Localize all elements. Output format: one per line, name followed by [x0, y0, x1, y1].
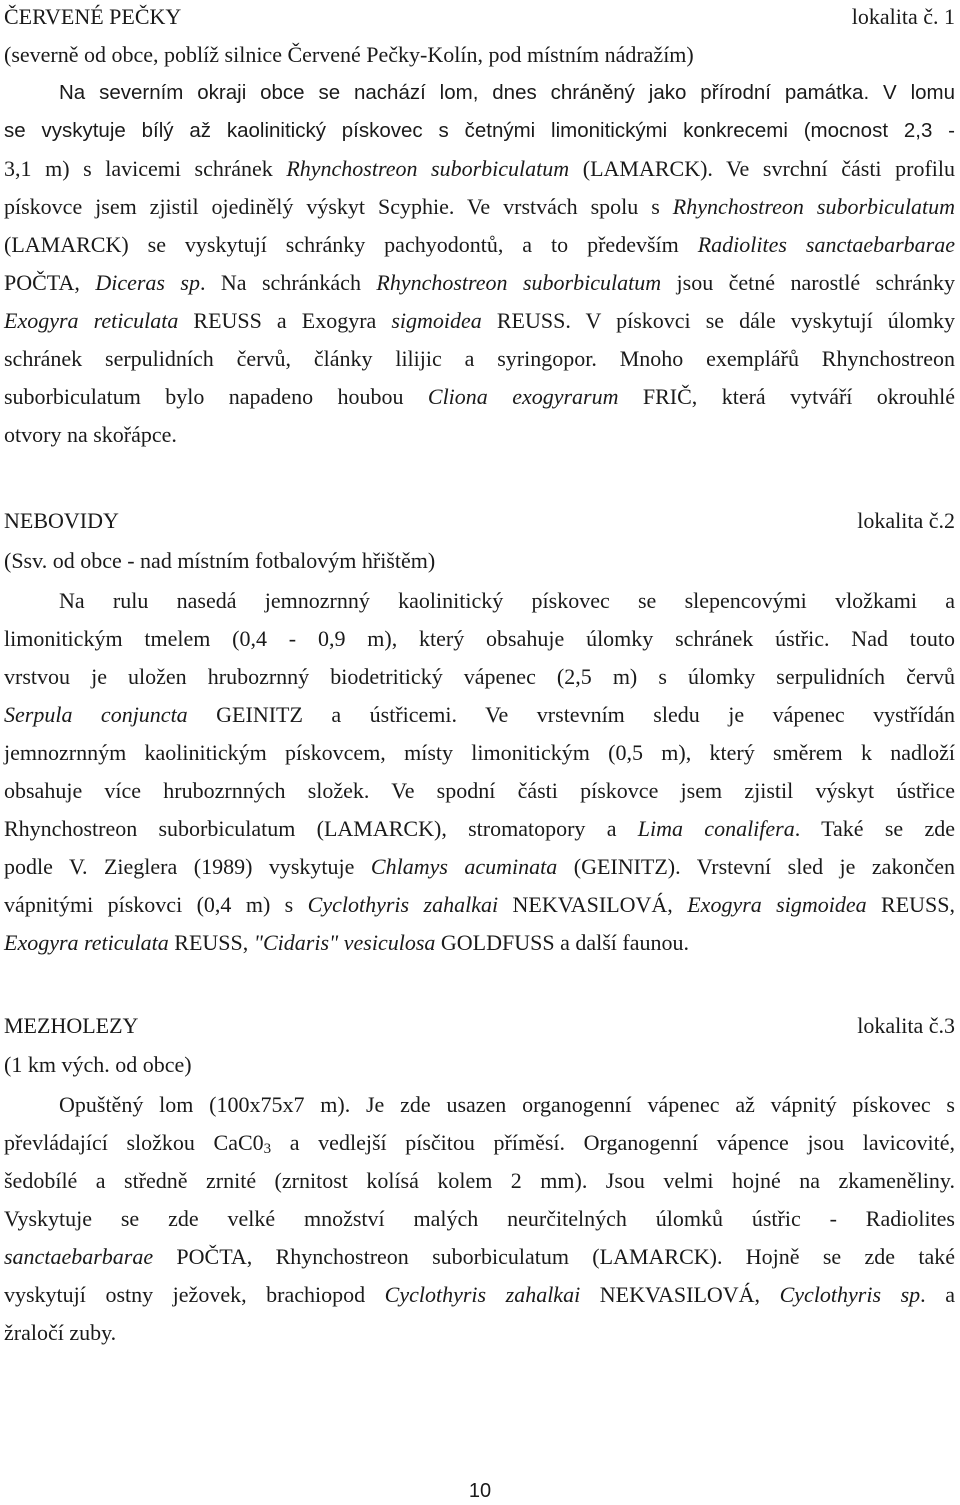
taxon-name: sanctaebarbarae — [4, 1244, 154, 1269]
taxon-name: Exogyra reticulata — [4, 308, 179, 333]
taxon-name: sigmoidea — [391, 308, 482, 333]
paragraph-line — [4, 1166, 955, 1196]
text-run: FRIČ, která vytváří okrouhlé — [618, 384, 955, 409]
text-run: REUSS, — [168, 930, 254, 955]
text-run: GEINITZ a ústřicemi. Ve vrstevním sledu je vápenec vystřídán — [187, 702, 955, 727]
text-run: podle V. Zieglera (1989) vyskytuje — [4, 854, 371, 879]
text-run: 3,1 m) s lavicemi schránek — [4, 156, 287, 181]
paragraph-line — [4, 738, 955, 768]
text-run: (LAMARCK) se vyskytují schránky pachyodontů, a to především — [4, 232, 698, 257]
taxon-name: Cyclothyris zahalkai — [384, 1282, 581, 1307]
text-run: převládající složkou CaC0 — [4, 1130, 264, 1155]
subscript: 3 — [263, 1141, 272, 1157]
taxon-name: Diceras sp — [95, 270, 200, 295]
paragraph-line — [4, 306, 955, 336]
paragraph-line — [4, 852, 955, 882]
text-run: pískovce jsem zjistil ojedinělý výskyt Scyphie. Ve vrstvách spolu s — [4, 194, 673, 219]
paragraph-line — [59, 586, 955, 616]
locality-label: lokalita č.3 — [857, 1013, 955, 1038]
section-subheading: (1 km vých. od obce) — [4, 1052, 192, 1077]
paragraph-line — [4, 928, 955, 958]
page-number: 10 — [468, 1480, 492, 1502]
paragraph-line — [59, 78, 955, 108]
section-heading: MEZHOLEZY — [4, 1013, 139, 1038]
text-run: (GEINITZ). Vrstevní sled je zakončen — [557, 854, 955, 879]
text-run: REUSS. V pískovci se dále vyskytují úlomky — [481, 308, 955, 333]
taxon-name: Exogyra sigmoidea — [687, 892, 867, 917]
text-run: schránek serpulidních červů, články lilijic a syringopor. Mnoho exemplářů Rhynchostreon — [4, 346, 955, 371]
taxon-name: Rhynchostreon suborbiculatum — [672, 194, 956, 219]
text-run: NEKVASILOVÁ, — [580, 1282, 780, 1307]
text-run: Rhynchostreon suborbiculatum (LAMARCK), stromatopory a — [4, 816, 638, 841]
locality-label: lokalita č. 1 — [851, 4, 955, 29]
paragraph-line — [4, 776, 955, 806]
paragraph-line — [4, 662, 955, 692]
text-run: NEKVASILOVÁ, — [498, 892, 688, 917]
paragraph-line — [4, 116, 955, 146]
text-run: limonitickým tmelem (0,4 - 0,9 m), který obsahuje úlomky schránek ústřic. Nad touto — [4, 626, 955, 651]
text-run: jsou četné narostlé schránky — [661, 270, 955, 295]
text-run: . Také se zde — [794, 816, 956, 841]
taxon-name: Serpula conjuncta — [4, 702, 188, 727]
text-run: . Na schránkách — [199, 270, 377, 295]
taxon-name: Cyclothyris sp — [779, 1282, 921, 1307]
text-run: REUSS a Exogyra — [178, 308, 392, 333]
paragraph-line — [4, 382, 955, 412]
text-run: Na severním okraji obce se nachází lom, dnes chráněný jako přírodní památka. V lomu — [59, 81, 955, 104]
taxon-name: Cyclothyris zahalkai — [307, 892, 499, 917]
section-subheading: (severně od obce, poblíž silnice Červené Pečky-Kolín, pod místním nádražím) — [4, 42, 694, 67]
text-run: jemnozrnným kaolinitickým pískovcem, místy limonitickým (0,5 m), který směrem k nadloží — [4, 740, 955, 765]
paragraph-line — [4, 420, 955, 450]
paragraph-line — [4, 268, 955, 298]
paragraph-line — [4, 1128, 955, 1158]
text-run: se vyskytuje bílý až kaolinitický pískovec s četnými limonitickými konkrecemi (mocnost 2,3 - — [4, 119, 955, 142]
taxon-name: Radiolites sanctaebarbarae — [697, 232, 955, 257]
text-run: POČTA, — [4, 270, 96, 295]
paragraph-line — [4, 1280, 955, 1310]
text-run: Opuštěný lom (100x75x7 m). Je zde usazen organogenní vápenec až vápnitý pískovec s — [59, 1092, 955, 1117]
paragraph-line — [59, 1090, 955, 1120]
taxon-name: Rhynchostreon suborbiculatum — [376, 270, 662, 295]
paragraph-line — [4, 154, 955, 184]
paragraph-line — [4, 814, 955, 844]
paragraph-line — [4, 890, 955, 920]
text-run: vápnitými pískovci (0,4 m) s — [4, 892, 308, 917]
section-heading: ČERVENÉ PEČKY — [4, 4, 182, 29]
text-run: GOLDFUSS a další faunou. — [435, 930, 689, 955]
paragraph-line — [4, 624, 955, 654]
section-heading-row — [4, 506, 955, 536]
section-subheading: (Ssv. od obce - nad místním fotbalovým hřištěm) — [4, 548, 436, 573]
text-run: otvory na skořápce. — [4, 422, 177, 447]
taxon-name: Cliona exogyrarum — [427, 384, 619, 409]
taxon-name: Rhynchostreon suborbiculatum — [286, 156, 570, 181]
text-run: Vyskytuje se zde velké množství malých neurčitelných úlomků ústřic - Radiolites — [4, 1206, 955, 1231]
paragraph-line — [4, 344, 955, 374]
text-run: . a — [920, 1282, 955, 1307]
text-run: a vedlejší písčitou příměsí. Organogenní vápence jsou lavicovité, — [271, 1130, 955, 1155]
text-run: suborbiculatum bylo napadeno houbou — [4, 384, 428, 409]
section-heading: NEBOVIDY — [4, 508, 119, 533]
taxon-name: Lima conalifera — [637, 816, 795, 841]
text-run: žraločí zuby. — [4, 1320, 117, 1345]
paragraph-line — [4, 192, 955, 222]
text-run: vrstvou je uložen hrubozrnný biodetritický vápenec (2,5 m) s úlomky serpulidních červů — [4, 664, 955, 689]
text-run: obsahuje více hrubozrnných složek. Ve spodní části pískovce jsem zjistil výskyt ústřice — [4, 778, 955, 803]
taxon-name: Chlamys acuminata — [370, 854, 558, 879]
taxon-name: "Cidaris" vesiculosa — [253, 930, 436, 955]
locality-label: lokalita č.2 — [857, 508, 955, 533]
text-run: šedobílé a středně zrnité (zrnitost kolísá kolem 2 mm). Jsou velmi hojné na zkameněliny. — [4, 1168, 955, 1193]
text-run: REUSS, — [866, 892, 956, 917]
section-heading-row — [4, 1011, 955, 1041]
section-heading-row — [4, 2, 955, 32]
paragraph-line — [4, 1318, 955, 1348]
paragraph-line — [4, 1242, 955, 1272]
paragraph-line — [4, 1204, 955, 1234]
taxon-name: Exogyra reticulata — [4, 930, 169, 955]
paragraph-line — [4, 230, 955, 260]
paragraph-line — [4, 700, 955, 730]
text-run: POČTA, Rhynchostreon suborbiculatum (LAMARCK). Hojně se zde také — [153, 1244, 955, 1269]
text-run: Na rulu nasedá jemnozrnný kaolinitický pískovec se slepencovými vložkami a — [59, 588, 955, 613]
text-run: vyskytují ostny ježovek, brachiopod — [4, 1282, 385, 1307]
text-run: (LAMARCK). Ve svrchní části profilu — [569, 156, 955, 181]
